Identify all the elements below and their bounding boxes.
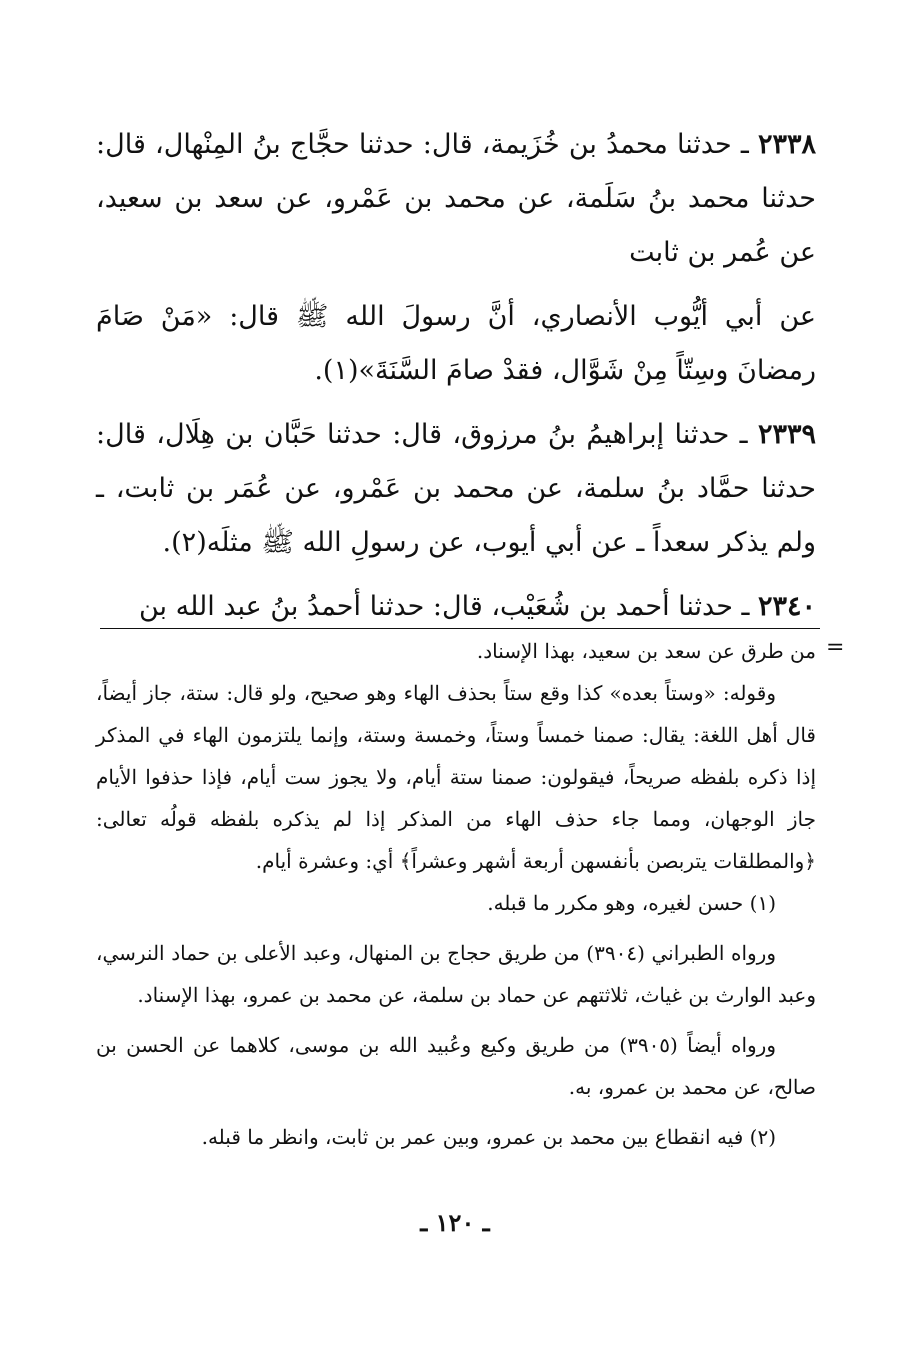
hadith-2340 [96, 580, 816, 634]
footnote-2: (٢) فيه انقطاع بين محمد بن عمرو، وبين عمر بن ثابت، وانظر ما قبله. [201, 1125, 776, 1149]
hadith-text: ـ حدثنا إبراهيمُ بنُ مرزوق، قال: حدثنا حَبَّان بن هِلَال، قال: حدثنا حمَّاد بنُ سلمة، عن محمد بن عَمْرو، عن عُمَر بن ثابت، ـ ولم يذكر سعداً ـ عن أبي أيوب، عن رسولِ الله ﷺ مثلَه(٢). [96, 419, 816, 558]
hadith-number: ٢٣٣٨ [757, 129, 816, 160]
footnote-commentary: وقوله: «وستاً بعده» كذا وقع ستاً بحذف الهاء وهو صحيح، ولو قال: ستة، جاز أيضاً، قال أهل اللغة: يقال: صمنا خمساً وستاً، وخمسة وستة، وإنما يلتزمون الهاء في المذكر إذا ذكره بلفظه صريحاً، فيقولون: صمنا ستة أيام، ولا يجوز ست أيام، فإذا حذفوا الأيام جاز الوجهان، ومما جاء حذف الهاء من المذكر إذا لم يذكره بلفظه قولُه تعالى: ﴿والمطلقات يتربصن بأنفسهن أربعة أشهر وعشراً﴾ أي: وعشرة أيام. [96, 681, 816, 873]
footnote-1: (١) حسن لغيره، وهو مكرر ما قبله. [487, 891, 776, 915]
hadith-number: ٢٣٣٩ [757, 419, 816, 450]
hadith-text: ـ حدثنا أحمد بن شُعَيْب، قال: حدثنا أحمدُ بنُ عبد الله بن [138, 591, 758, 622]
hadith-2339 [96, 408, 816, 570]
footnote-continuation: من طرق عن سعد بن سعيد، بهذا الإسناد. [476, 639, 816, 663]
footnotes [96, 630, 816, 1158]
footnote-1-takhrij: ورواه الطبراني (٣٩٠٤) من طريق حجاج بن المنهال، وعبد الأعلى بن حماد النرسي، وعبد الوارث بن غياث، ثلاثتهم عن حماد بن سلمة، عن محمد بن عمرو، بهذا الإسناد. [96, 941, 816, 1007]
continuation-mark: = [826, 635, 845, 660]
main-text [96, 118, 816, 644]
hadith-2338 [96, 118, 816, 280]
hadith-2338-matn: عن أبي أيُّوب الأنصاري، أنَّ رسولَ الله ﷺ قال: «مَنْ صَامَ رمضانَ وسِتّاً مِنْ شَوَّال، فقدْ صامَ السَّنَةَ»(١). [96, 301, 816, 386]
page-number: ـ ١٢٠ ـ [420, 1208, 490, 1237]
footnote-divider [100, 628, 820, 629]
hadith-number: ٢٣٤٠ [757, 591, 816, 622]
footnote-1-takhrij-2: ورواه أيضاً (٣٩٠٥) من طريق وكيع وعُبيد الله بن موسى، كلاهما عن الحسن بن صالح، عن محمد بن عمرو، به. [96, 1033, 816, 1099]
hadith-text: ـ حدثنا محمدُ بن خُزَيمة، قال: حدثنا حجَّاج بنُ المِنْهال، قال: حدثنا محمد بنُ سَلَمة، عن محمد بن عَمْرو، عن سعد بن سعيد، عن عُمر بن ثابت [96, 129, 816, 268]
